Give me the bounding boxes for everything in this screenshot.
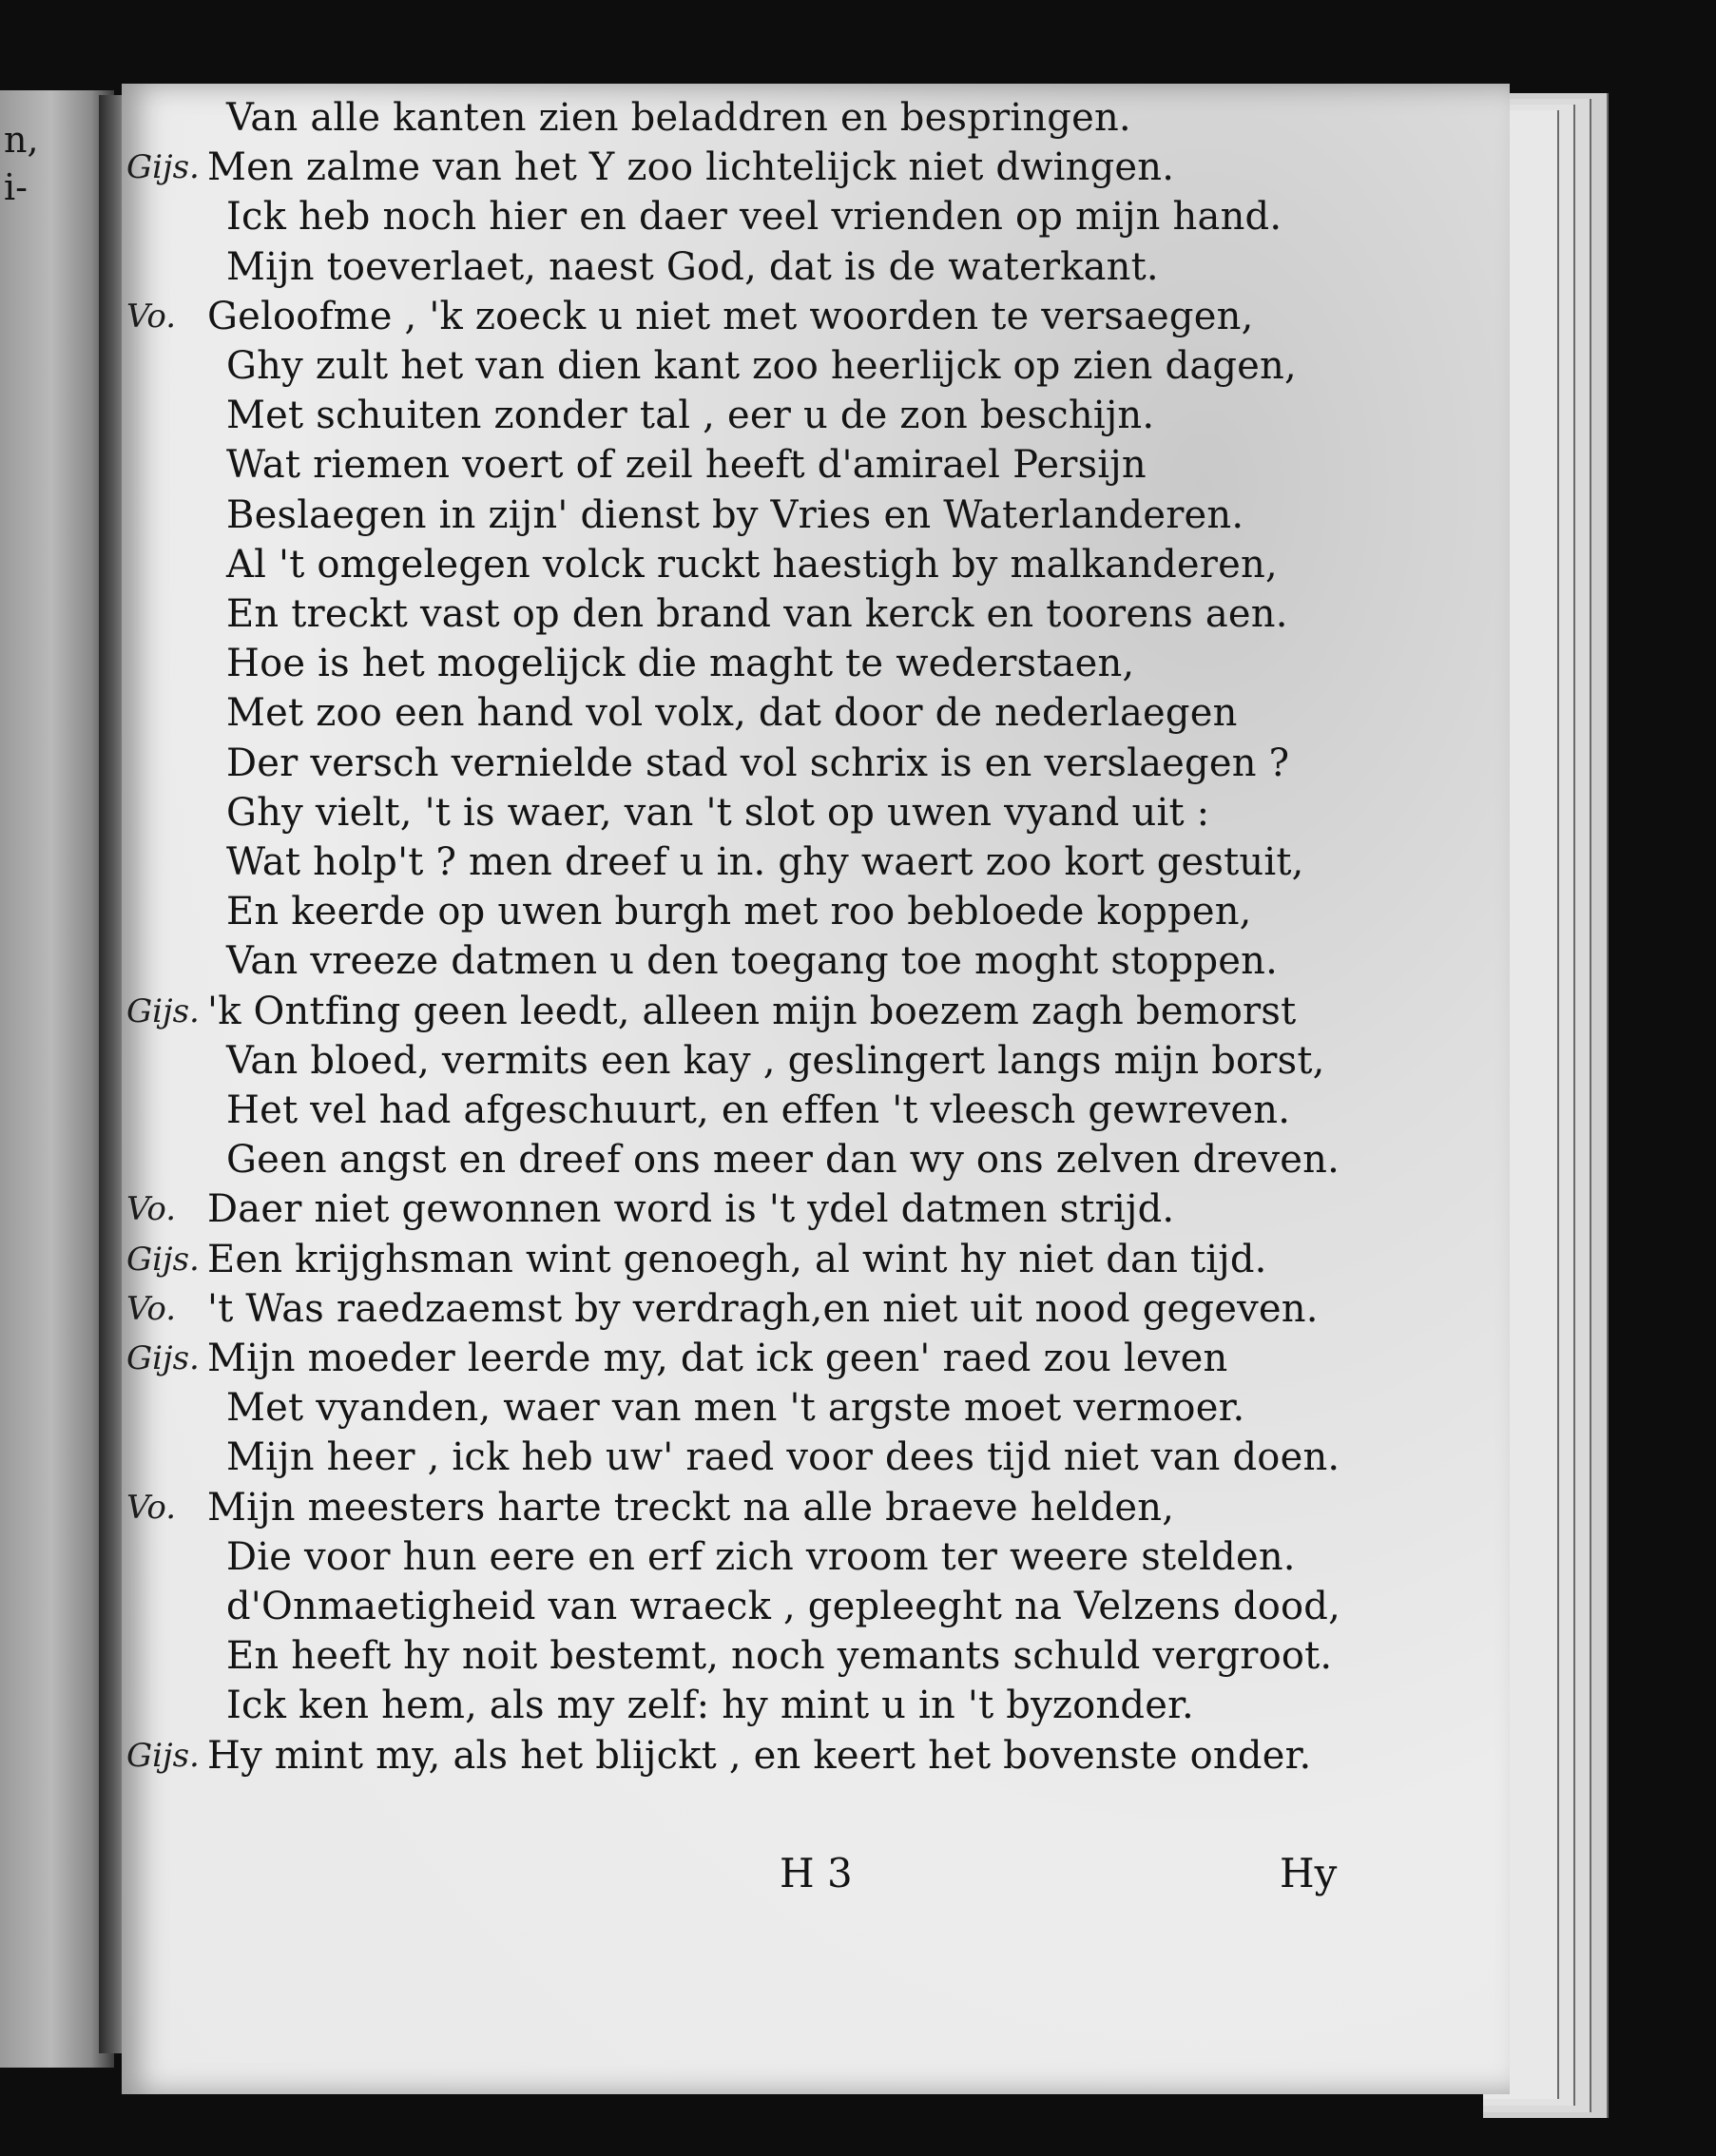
verse-line (122, 1582, 1481, 1631)
verse-line (122, 143, 1481, 192)
verse-text-line: Ghy zult het van dien kant zoo heerlijck op zien dagen, (226, 344, 1297, 388)
left-facing-page (0, 90, 114, 2068)
verse-line (122, 1334, 1481, 1383)
verse-line (122, 788, 1481, 837)
verse-line (122, 639, 1481, 688)
verse-text-line: Ghy vielt, 't is waer, van 't slot op uwen vyand uit : (226, 790, 1210, 835)
verse-line (122, 93, 1481, 143)
verse-text-line: Men zalme van het Y zoo lichtelijck niet dwingen. (207, 145, 1175, 190)
verse-text-line: Wat riemen voert of zeil heeft d'amirael Persijn (226, 443, 1147, 488)
verse-text-line: Geen angst en dreef ons meer dan wy ons zelven dreven. (226, 1138, 1340, 1183)
verse-line (122, 1681, 1481, 1730)
verse-text-line: Met schuiten zonder tal , eer u de zon beschijn. (226, 394, 1155, 438)
verse-line (122, 242, 1481, 292)
verse-line (122, 688, 1481, 738)
speaker-label: Vo. (126, 1289, 177, 1328)
verse-line (122, 440, 1481, 490)
verse-text-line: Hy mint my, als het blijckt , en keert het bovenste onder. (207, 1733, 1312, 1778)
verse-line (122, 391, 1481, 440)
verse-text-line: 't Was raedzaemst by verdragh,en niet uit nood gegeven. (207, 1286, 1319, 1331)
verse-line (122, 589, 1481, 639)
verse-text-line: Mijn toeverlaet, naest God, dat is de waterkant. (226, 244, 1159, 289)
verse-line (122, 987, 1481, 1036)
verse-text-line: Daer niet gewonnen word is 't ydel datmen strijd. (207, 1187, 1175, 1232)
speaker-label: Vo. (126, 1488, 177, 1527)
verse-text-line: Van bloed, vermits een kay , geslingert langs mijn borst, (226, 1038, 1325, 1083)
verse-text-line: Wat holp't ? men dreef u in. ghy waert zoo kort gestuit, (226, 840, 1304, 884)
verse-text-line: Beslaegen in zijn' dienst by Vries en Waterlanderen. (226, 492, 1244, 537)
verse-text-line: Der versch vernielde stad vol schrix is en verslaegen ? (226, 741, 1290, 785)
speaker-label: Gijs. (126, 991, 200, 1030)
verse-text-line: Mijn heer , ick heb uw' raed voor dees tijd niet van doen. (226, 1435, 1340, 1480)
verse-line (122, 936, 1481, 986)
verse-line (122, 1383, 1481, 1433)
verse-text-line: Van vreeze datmen u den toegang toe moght stoppen. (226, 939, 1279, 984)
verse-line (122, 292, 1481, 341)
verse-text-line: d'Onmaetigheid van wraeck , gepleeght na Velzens dood, (226, 1585, 1341, 1628)
speaker-label: Gijs. (126, 1339, 200, 1377)
verse-line (122, 1235, 1481, 1284)
verse-text-line: Mijn moeder leerde my, dat ick geen' raed zou leven (207, 1337, 1228, 1380)
verse-line (122, 341, 1481, 391)
speaker-label: Gijs. (126, 1240, 200, 1279)
verse-line (122, 1284, 1481, 1334)
verse-line (122, 540, 1481, 589)
verse-line (122, 1731, 1481, 1781)
verse-text-line: Met vyanden, waer van men 't argste moet vermoer. (226, 1386, 1245, 1431)
verse-line (122, 1135, 1481, 1184)
catchword: Hy (1280, 1850, 1338, 1896)
verse-line (122, 192, 1481, 241)
verse-text-line: 'k Ontfing geen leedt, alleen mijn boezem zagh bemorst (207, 989, 1297, 1033)
printed-page (122, 84, 1510, 2094)
speaker-label: Gijs. (126, 148, 200, 187)
verse-line (122, 1086, 1481, 1135)
verse-line (122, 837, 1481, 887)
verse-text-line: Al 't omgelegen volck ruckt haestigh by malkanderen, (226, 542, 1278, 587)
left-page-fragment: n, (4, 119, 39, 161)
verse-text-line: Een krijghsman wint genoegh, al wint hy niet dan tijd. (207, 1237, 1267, 1281)
verse-text-line: Ick ken hem, als my zelf: hy mint u in 't byzonder. (226, 1684, 1194, 1728)
verse-line (122, 1532, 1481, 1582)
signature-mark: H 3 (780, 1850, 853, 1896)
verse-line (122, 1483, 1481, 1532)
verse-text-line: En heeft hy noit bestemt, noch yemants schuld vergroot. (226, 1634, 1333, 1679)
verse-text-line: Ick heb noch hier en daer veel vrienden op mijn hand. (226, 195, 1282, 240)
speaker-label: Gijs. (126, 1736, 200, 1775)
speaker-label: Vo. (126, 297, 177, 336)
verse-line (122, 887, 1481, 936)
verse-text (122, 84, 1510, 2094)
verse-text-line: Met zoo een hand vol volx, dat door de nederlaegen (226, 691, 1238, 736)
verse-text-line: En keerde op uwen burgh met roo bebloede koppen, (226, 890, 1252, 934)
verse-text-line: Het vel had afgeschuurt, en effen 't vleesch gewreven. (226, 1088, 1291, 1132)
verse-line (122, 491, 1481, 540)
verse-text-line: Geloofme , 'k zoeck u niet met woorden te versaegen, (207, 294, 1254, 338)
verse-line (122, 1184, 1481, 1234)
verse-line (122, 1036, 1481, 1086)
verse-text-line: Mijn meesters harte treckt na alle braeve helden, (207, 1485, 1175, 1530)
speaker-label: Vo. (126, 1190, 177, 1229)
verse-text-line: Hoe is het mogelijck die maght te wederstaen, (226, 642, 1135, 686)
verse-line (122, 1433, 1481, 1482)
verse-line (122, 739, 1481, 788)
verse-line (122, 1631, 1481, 1681)
verse-text-line: Die voor hun eere en erf zich vroom ter weere stelden. (226, 1534, 1296, 1579)
verse-text-line: En treckt vast op den brand van kerck en toorens aen. (226, 592, 1288, 636)
left-page-fragment: i- (4, 166, 28, 208)
verse-text-line: Van alle kanten zien beladdren en bespringen. (226, 96, 1131, 140)
